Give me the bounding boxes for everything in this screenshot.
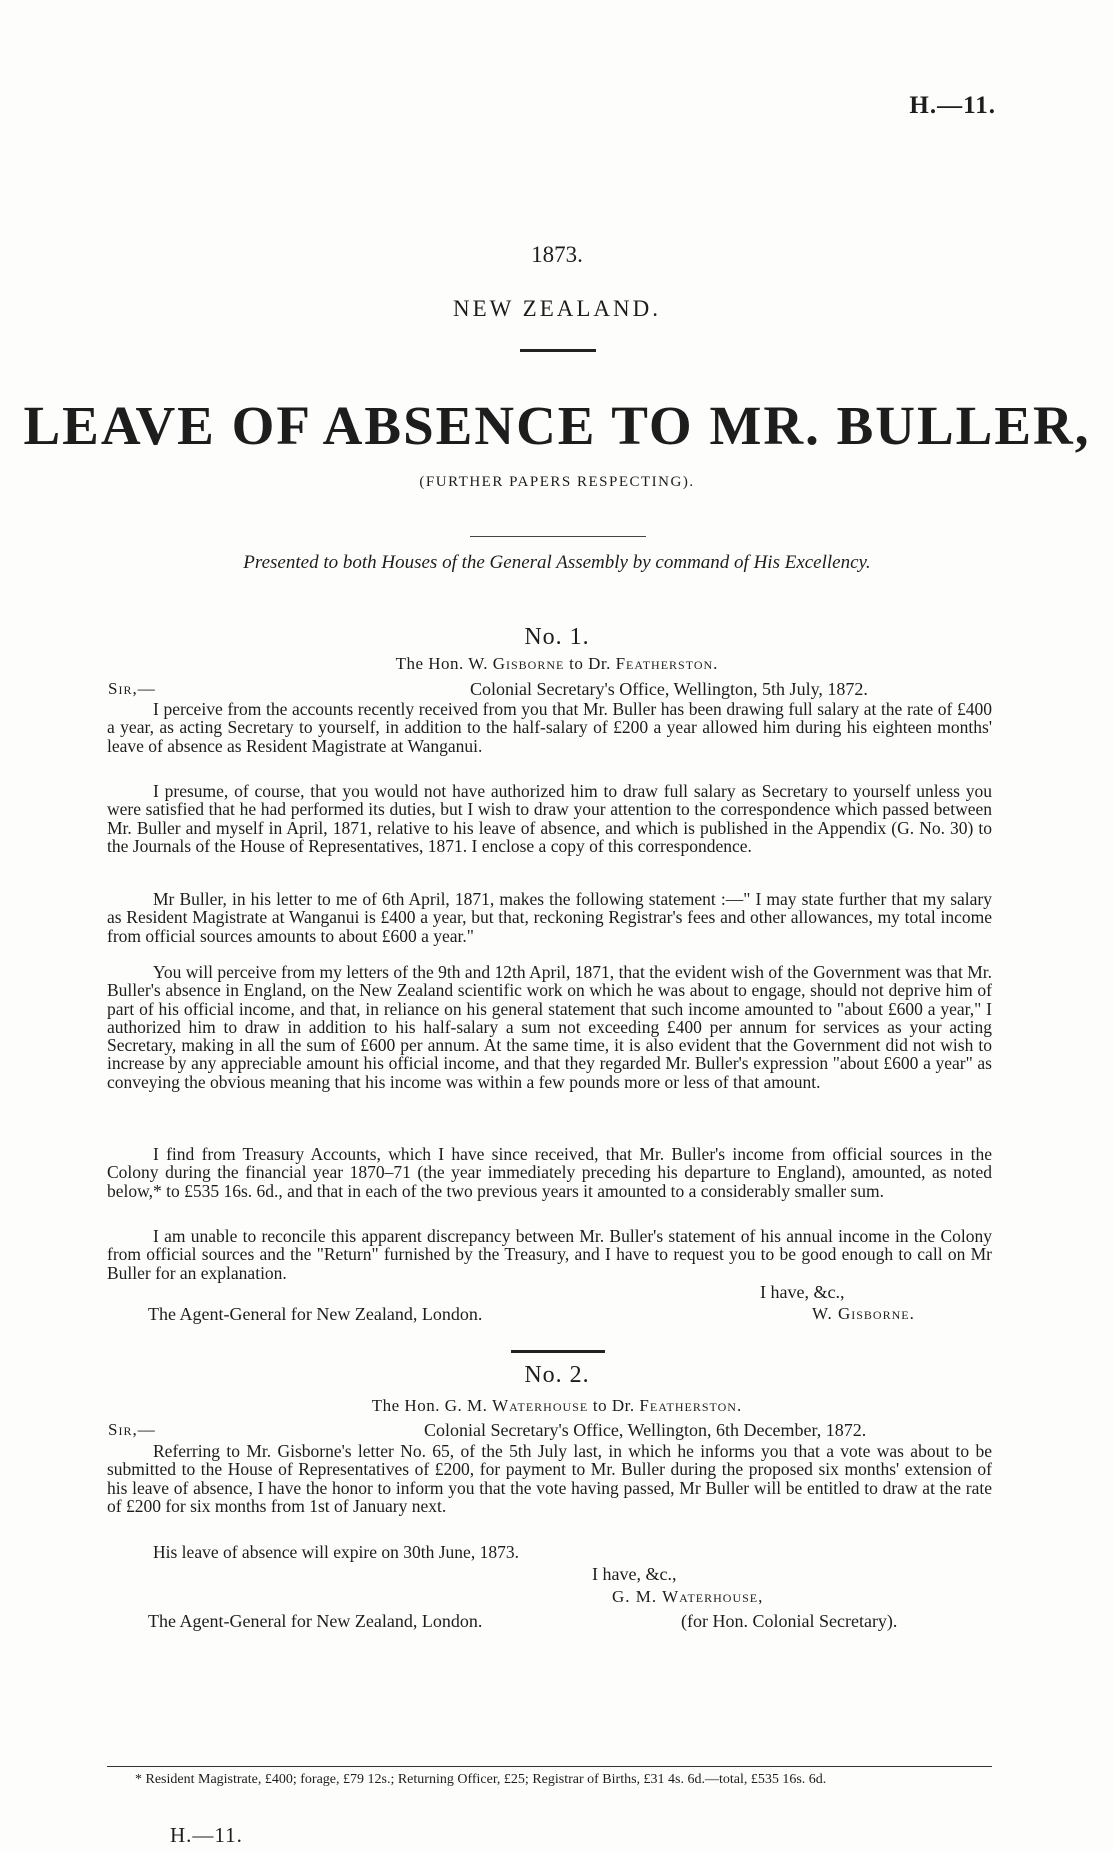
country-heading: NEW ZEALAND. bbox=[452, 296, 662, 321]
presentation-line: Presented to both Houses of the General Assembly by command of His Excellency. bbox=[243, 552, 871, 573]
salutation: Sir,— bbox=[108, 1420, 156, 1439]
letter-number: No. 2. bbox=[524, 1362, 590, 1388]
letter-heading bbox=[0, 654, 1114, 674]
heading-to-word: to Dr. bbox=[569, 654, 611, 673]
signature: W. Gisborne. bbox=[812, 1304, 915, 1323]
salutation: Sir,— bbox=[108, 679, 156, 698]
letter-paragraph: His leave of absence will expire on 30th June, 1873. bbox=[153, 1542, 519, 1562]
heading-recipient: Featherston. bbox=[639, 1396, 743, 1415]
document-subtitle: (FURTHER PAPERS RESPECTING). bbox=[419, 474, 695, 490]
addressee: The Agent-General for New Zealand, London. bbox=[148, 1611, 483, 1631]
heading-sender: Waterhouse bbox=[492, 1396, 589, 1415]
divider-rule bbox=[511, 1350, 605, 1353]
heading-to-word: to Dr. bbox=[592, 1396, 635, 1415]
heading-sender: Gisborne bbox=[492, 654, 565, 673]
letter-paragraph: Referring to Mr. Gisborne's letter No. 65, of the 5th July last, in which he informs you that a vote was about to be submitted to the House of Representatives of £200, for payment to Mr. Buller during the proposed six months' extension of his leave of absence, I have the honor to inform you that the vote having passed, Mr Buller will be entitled to draw at the rate of £200 for six months from 1st of January next. bbox=[107, 1441, 992, 1516]
closing: I have, &c., bbox=[760, 1282, 845, 1302]
letter-paragraph: I am unable to reconcile this apparent discrepancy between Mr. Buller's statement of his annual income in the Colony from official sources and the "Return" furnished by the Treasury, and I have to request you to be good enough to call on Mr Buller for an explanation. bbox=[107, 1226, 992, 1283]
closing: I have, &c., bbox=[592, 1564, 677, 1584]
divider-rule bbox=[520, 349, 596, 352]
letter-paragraph: You will perceive from my letters of the 9th and 12th April, 1871, that the evident wish of the Government was that Mr. Buller's absence in England, on the New Zealand scientific work on which he was about to engage, should not deprive him of part of his official income, and that, in reliance on his general statement that such income amounted to "about £600 a year," I authorized him to draw in addition to his half-salary a sum not exceeding £400 per annum for services as your acting Secretary, making in all the sum of £600 per annum. At the same time, it is also evident that the Government did not wish to increase by any appreciable amount his official income, and that they regarded Mr. Buller's expression "about £600 a year" as conveying the obvious meaning that his income was within a few pounds more or less of that amount. bbox=[107, 962, 992, 1092]
page-code-bottom: H.—11. bbox=[170, 1823, 243, 1847]
letter-number: No. 1. bbox=[524, 624, 590, 650]
heading-prefix: The Hon. G. M. bbox=[371, 1396, 488, 1415]
divider-rule-thin bbox=[470, 536, 646, 537]
letter-heading bbox=[0, 1396, 1114, 1416]
letter-paragraph: Mr Buller, in his letter to me of 6th April, 1871, makes the following statement :—" I may state further that my salary as Resident Magistrate at Wanganui is £400 a year, but that, reckoning Registrar's fees and other allowances, my total income from official sources amounts to about £600 a year." bbox=[107, 889, 992, 946]
signature: G. M. Waterhouse, bbox=[612, 1587, 764, 1606]
letter-paragraph: I presume, of course, that you would not have authorized him to draw full salary as Secretary to yourself unless you were satisfied that he had performed its duties, but I wish to draw your attention to the correspondence which passed between Mr. Buller and myself in April, 1871, relative to his leave of absence, and which is published in the Appendix (G. No. 30) to the Journals of the House of Representatives, 1871. I enclose a copy of this correspondence. bbox=[107, 781, 992, 856]
letter-paragraph: I find from Treasury Accounts, which I have since received, that Mr. Buller's income from official sources in the Colony during the financial year 1870–71 (the year immediately preceding his departure to England), amounted, as noted below,* to £535 16s. 6d., and that in each of the two previous years it amounted to a considerably smaller sum. bbox=[107, 1144, 992, 1201]
signature-note: (for Hon. Colonial Secretary). bbox=[681, 1611, 898, 1631]
footnote: * Resident Magistrate, £400; forage, £79 12s.; Returning Officer, £25; Registrar of Births, £31 4s. 6d.—total, £535 16s. 6d. bbox=[135, 1772, 827, 1787]
heading-prefix: The Hon. W. bbox=[395, 654, 488, 673]
letter-paragraph: I perceive from the accounts recently received from you that Mr. Buller has been drawing full salary at the rate of £400 a year, as acting Secretary to yourself, in addition to the half-salary of £200 a year allowed him during his eighteen months' leave of absence as Resident Magistrate at Wanganui. bbox=[107, 699, 992, 756]
dateline: Colonial Secretary's Office, Wellington, 5th July, 1872. bbox=[470, 679, 868, 699]
heading-recipient: Featherston. bbox=[615, 654, 719, 673]
footnote-rule bbox=[107, 1766, 992, 1767]
page-code-top: H.—11. bbox=[909, 92, 996, 119]
addressee: The Agent-General for New Zealand, London. bbox=[148, 1304, 483, 1324]
document-title: LEAVE OF ABSENCE TO MR. BULLER, bbox=[23, 395, 1091, 456]
year: 1873. bbox=[531, 242, 583, 267]
dateline: Colonial Secretary's Office, Wellington, 6th December, 1872. bbox=[424, 1420, 867, 1440]
